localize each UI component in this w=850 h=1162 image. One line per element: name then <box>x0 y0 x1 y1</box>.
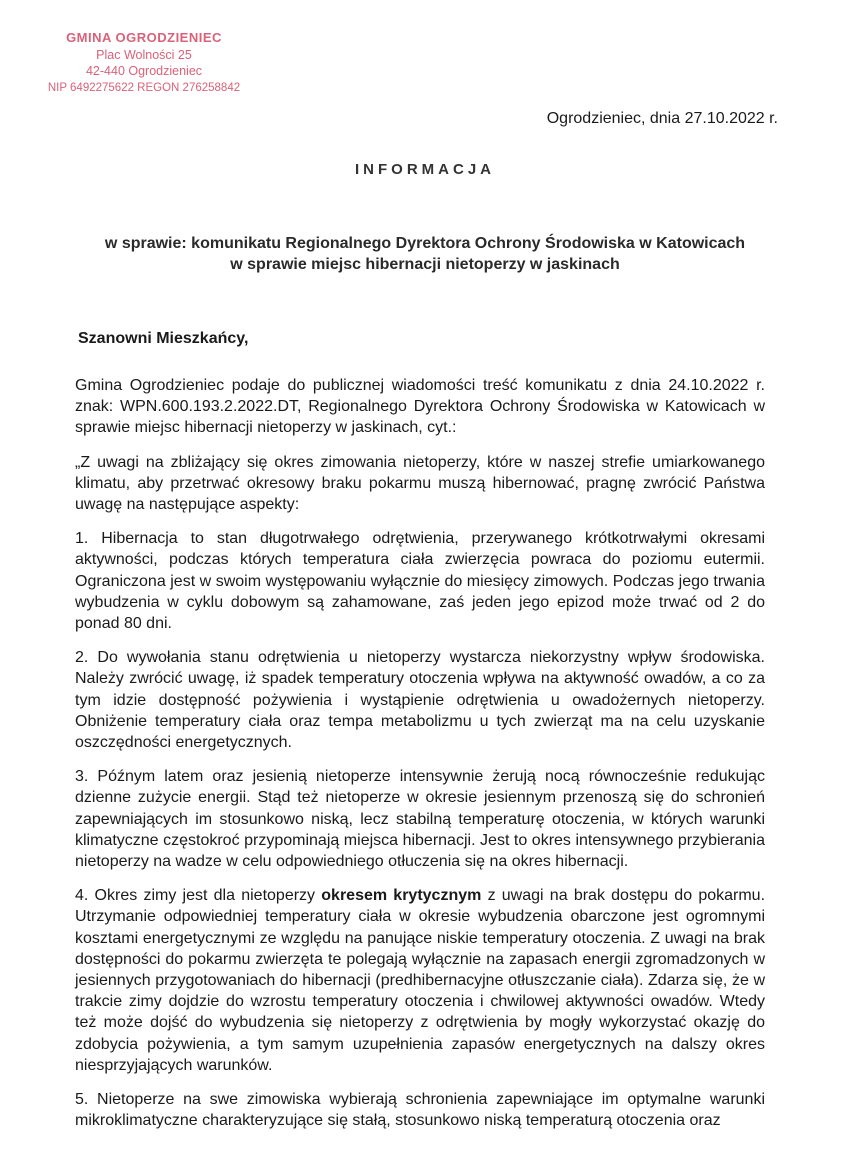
point-4-emphasis: okresem krytycznym <box>321 887 482 905</box>
point-5-paragraph: 5. Nietoperze na swe zimowiska wybierają schronienia zapewniające im optymalne warunki mikroklimatyczne charakteryzujące się stałą, stosunkowo niską temperaturą otoczenia oraz <box>75 1091 765 1130</box>
document-date: Ogrodzieniec, dnia 27.10.2022 r. <box>546 110 778 127</box>
stamp-tax-ids: NIP 6492275622 REGON 276258842 <box>47 81 241 94</box>
office-stamp <box>44 30 244 96</box>
quote-paragraph: „Z uwagi na zbliżający się okres zimowania nietoperzy, które w naszej strefie umiarkowanego klimatu, aby przetrwać okresowy braku pokarmu muszą hibernować, pragnę zwrócić Państwa uwagę na następujące aspekty: <box>75 453 765 514</box>
point-3-paragraph: 3. Późnym latem oraz jesienią nietoperze intensywnie żerują nocą równocześnie redukując dzienne zużycie energii. Stąd też nietoperze w okresie jesiennym przenoszą się do schronień zapewniających im stosunkowo niską, lecz stabilną temperaturę otoczenia, w których warunki klimatyczne częstokroć przypominają miejsca hibernacji. Jest to okres intensywnego przybierania nietoperzy na wadze w celu odpowiedniego otłuczenia się na okres hibernacji. <box>75 768 765 871</box>
stamp-name: GMINA OGRODZIENIEC <box>66 30 222 45</box>
point-4-text-start: 4. Okres zimy jest dla nietoperzy <box>75 887 322 905</box>
stamp-street: Plac Wolności 25 <box>96 47 192 62</box>
intro-paragraph: Gmina Ogrodzieniec podaje do publicznej wiadomości treść komunikatu z dnia 24.10.2022 r. znak: WPN.600.193.2.2022.DT, Regionalnego Dyrektora Ochrony Środowiska w Katowicach w sprawie miejsc hibernacji nietoperzy w jaskinach, cyt.: <box>75 377 765 437</box>
greeting: Szanowni Mieszkańcy, <box>78 330 249 347</box>
point-4-text-end: z uwagi na brak dostępu do pokarmu. Utrzymanie odpowiedniej temperatury ciała w okresie wybudzenia obarczone jest ogromnymi kosztami energetycznymi ze względu na panujące niskie temperatury otoczenia. Z uwagi na brak dostępności do pokarmu zwierzęta te polegają wyłącznie na zapasach energii zgromadzonych w jesiennych przygotowaniach do hibernacji (predhibernacyjne otłuszczanie ciała). Zdarza się, że w trakcie zimy dojdzie do wzrostu temperatury otoczenia i chwilowej aktywności owadów. Wtedy też może dojść do wybudzenia się nietoperzy z odrętwienia by mogły wykorzystać okazję do zdobycia pożywienia, a tym samym uzupełnienia zapasów energetycznych na dalszy okres niesprzyjających warunków. <box>75 887 766 1074</box>
document-subject <box>0 233 850 275</box>
point-1-paragraph: 1. Hibernacja to stan długotrwałego odrętwienia, przerywanego krótkotrwałymi okresami aktywności, podczas których temperatura ciała zwierzęcia powraca do poziomu eutermii. Ograniczona jest w swoim występowaniu wyłącznie do miesięcy zimowych. Podczas jego trwania wybudzenia w cyklu dobowym są zahamowane, zaś jeden jego epizod może trwać od 2 do ponad 80 dni. <box>75 530 765 633</box>
document-heading: INFORMACJA <box>355 161 495 178</box>
point-4-paragraph <box>75 885 765 1076</box>
document-body <box>75 375 765 1145</box>
point-2-paragraph: 2. Do wywołania stanu odrętwienia u nietoperzy wystarcza niekorzystny wpływ środowiska. Należy zwrócić uwagę, iż spadek temperatury otoczenia wpływa na aktywność owadów, a co za tym idzie dostępność pożywienia i wystąpienie odrętwienia u owadożernych nietoperzy. Obniżenie temperatury ciała oraz tempa metabolizmu u tych zwierząt ma na celu uzyskanie oszczędności energetycznych. <box>75 649 765 752</box>
subject-line-1: w sprawie: komunikatu Regionalnego Dyrektora Ochrony Środowiska w Katowicach <box>104 235 746 252</box>
stamp-city: 42-440 Ogrodzieniec <box>85 64 203 78</box>
subject-line-2: w sprawie miejsc hibernacji nietoperzy w jaskinach <box>230 256 620 273</box>
